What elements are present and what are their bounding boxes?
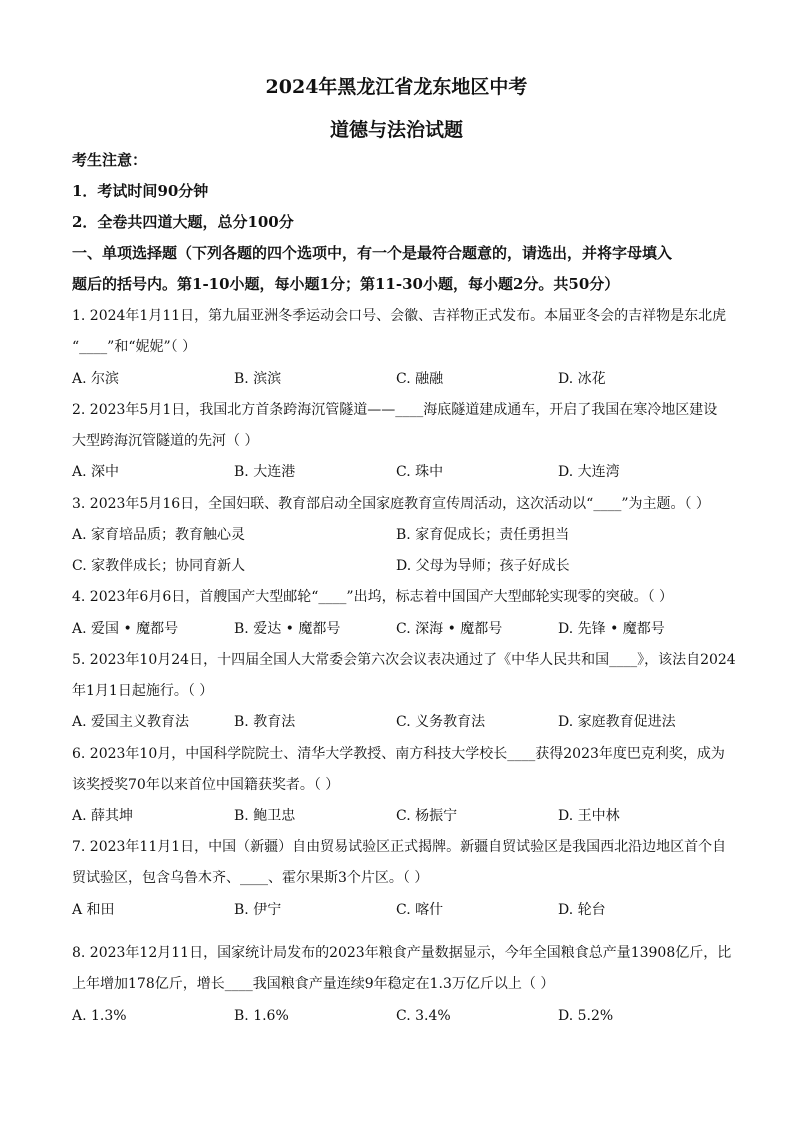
question-4-option-c: C. 深海 • 魔都号: [396, 621, 503, 637]
question-1-option-a: A. 尔滨: [72, 371, 120, 387]
question-7-option-d: D. 轮台: [558, 902, 606, 918]
question-3-option-b: B. 家育促成长；责任勇担当: [396, 527, 570, 543]
question-5-line-1: 5. 2023年10月24日，十四届全国人大常委会第六次会议表决通过了《中华人民共和国____》，该法自2024: [72, 652, 736, 668]
question-7-option-c: C. 喀什: [396, 902, 444, 918]
question-3-option-d: D. 父母为导师；孩子好成长: [396, 558, 570, 574]
question-4-option-b: B. 爱达 • 魔都号: [234, 621, 341, 637]
question-2-option-d: D. 大连湾: [558, 464, 620, 480]
question-3-line-1: 3. 2023年5月16日，全国妇联、教育部启动全国家庭教育宣传周活动，这次活动以“____”为主题。（ ）: [72, 496, 710, 512]
question-6-option-d: D. 王中林: [558, 808, 620, 824]
question-2-option-c: C. 珠中: [396, 464, 444, 480]
exam-subtitle: 道德与法治试题: [329, 119, 463, 141]
question-3-option-c: C. 家教伴成长；协同育新人: [72, 558, 246, 574]
question-5-option-d: D. 家庭教育促进法: [558, 714, 676, 730]
question-5-line-2: 年1月1日起施行。（ ）: [72, 683, 214, 699]
question-6-line-2: 该奖授奖70年以来首位中国籍获奖者。（ ）: [72, 777, 340, 793]
exam-title: 2024年黑龙江省龙东地区中考: [265, 76, 528, 98]
question-6-line-1: 6. 2023年10月，中国科学院院士、清华大学教授、南方科技大学校长____获得2023年度巴克利奖，成为: [72, 746, 725, 762]
notice-item-2: 2．全卷共四道大题，总分100分: [72, 213, 294, 231]
question-3-option-a: A. 家育培品质；教育触心灵: [72, 527, 246, 543]
question-4-option-a: A. 爱国 • 魔都号: [72, 621, 179, 637]
question-7-line-2: 贸试验区，包含乌鲁木齐、____、霍尔果斯3个片区。（ ）: [72, 870, 429, 886]
question-1-option-b: B. 滨滨: [234, 371, 282, 387]
question-6-option-a: A. 薛其坤: [72, 808, 134, 824]
question-2-option-b: B. 大连港: [234, 464, 296, 480]
question-1-line-2: “____”和“妮妮”（ ）: [72, 339, 197, 355]
question-1-option-d: D. 冰花: [558, 371, 606, 387]
question-8-line-2: 上年增加178亿斤，增长____我国粮食产量连续9年稳定在1.3万亿斤以上（ ）: [72, 976, 555, 992]
question-2-line-2: 大型跨海沉管隧道的先河（ ）: [72, 433, 259, 449]
question-1-option-c: C. 融融: [396, 371, 444, 387]
question-8-option-c: C. 3.4%: [396, 1008, 451, 1024]
section-instructions-line-1: 一、单项选择题（下列各题的四个选项中，有一个是最符合题意的，请选出，并将字母填入: [72, 244, 673, 262]
question-5-option-b: B. 教育法: [234, 714, 296, 730]
notice-item-1: 1．考试时间90分钟: [72, 182, 209, 200]
question-4-option-d: D. 先锋 • 魔都号: [558, 621, 665, 637]
notice-heading: 考生注意：: [72, 151, 148, 169]
question-7-option-a: A 和田: [72, 902, 115, 918]
question-4-line-1: 4. 2023年6月6日，首艘国产大型邮轮“____”出坞，标志着中国国产大型邮轮实现零的突破。（ ）: [72, 589, 674, 605]
section-instructions-line-2: 题后的括号内。第1-10小题，每小题1分；第11-30小题，每小题2分。共50分）: [72, 275, 620, 293]
question-2-option-a: A. 深中: [72, 464, 120, 480]
question-7-option-b: B. 伊宁: [234, 902, 282, 918]
question-1-line-1: 1. 2024年1月11日，第九届亚洲冬季运动会口号、会徽、吉祥物正式发布。本届亚冬会的吉祥物是东北虎: [72, 308, 727, 324]
question-7-line-1: 7. 2023年11月1日，中国（新疆）自由贸易试验区正式揭牌。新疆自贸试验区是我国西北沿边地区首个自: [72, 839, 727, 855]
question-2-line-1: 2. 2023年5月1日，我国北方首条跨海沉管隧道——____海底隧道建成通车，开启了我国在寒冷地区建设: [72, 402, 718, 418]
question-5-option-a: A. 爱国主义教育法: [72, 714, 190, 730]
question-6-option-c: C. 杨振宁: [396, 808, 458, 824]
question-6-option-b: B. 鲍卫忠: [234, 808, 296, 824]
question-8-option-b: B. 1.6%: [234, 1008, 289, 1024]
question-8-line-1: 8. 2023年12月11日，国家统计局发布的2023年粮食产量数据显示，今年全国粮食总产量13908亿斤，比: [72, 945, 732, 961]
question-8-option-d: D. 5.2%: [558, 1008, 614, 1024]
question-8-option-a: A. 1.3%: [72, 1008, 127, 1024]
question-5-option-c: C. 义务教育法: [396, 714, 486, 730]
